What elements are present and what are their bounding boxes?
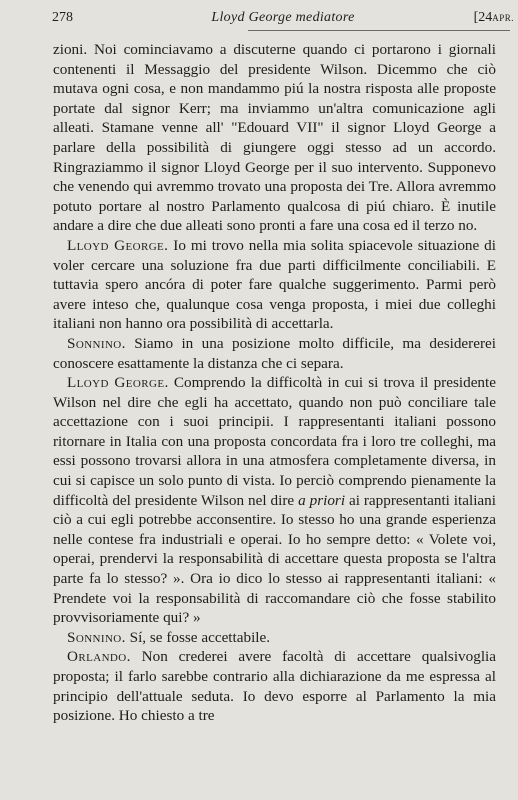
paragraph [53,334,496,373]
speaker-name: Orlando. [67,648,131,666]
header-rule [248,30,510,31]
page-body [53,40,496,726]
running-header [52,6,514,32]
header-date-day: [24 [473,10,493,25]
page-number: 278 [52,10,73,25]
paragraph-text: Io mi trovo nella mia solita spiacevole situazione di voler cercare una soluzione fra due parti difficilmente conciliabili. E tuttavia spero ancóra di poter fare qualche suggerimento. Parmi però avere inteso che, qualunque cosa venga proposta, i miei due colleghi italiani non hanno ora possibilità di accettarla. [53,236,496,333]
speaker-name: Lloyd George. [67,374,169,392]
paragraph-text: Non crederei avere facoltà di accettare qualsivoglia proposta; il farlo sarebbe contrario alla dichiarazione da me espressa al principio dell'attuale seduta. Io devo esporre al Parlamento la mia posizione. Ho chiesto a tre [53,648,496,725]
speaker-name: Lloyd George. [67,236,169,254]
speaker-name: Sonnino. [67,628,126,646]
paragraph [53,236,496,334]
speaker-name: Sonnino. [67,334,126,352]
paragraph-text: ai rappresentanti italiani ciò a cui egli potrebbe acconsentire. Io stesso ho una grande esperienza nelle contese fra industriali e operai. Io ho sempre detto: « Volete voi, operai, prendervi la responsabilità di accettare questa proposta se l'altra parte fa lo stesso? ». Ora io dico lo stesso ai rappresentanti italiani: « Prendete voi la responsabilità di raccomandare ciò che fosse stabilito provvisoriamente qui? » [53,491,496,627]
paragraph-text: Comprendo la difficoltà in cui si trova il presidente Wilson nel dire che egli ha accettato, quando non può conciliare tale accettazione con i suoi principii. I rappresentanti italiani possono ritornare in Italia con una proposta concordata fra i loro tre colleghi, ma essi possono trovarsi allora in una atmosfera completamente diversa, in cui si capisce un solo punto di vista. Io perciò comprendo pienamente la difficoltà del presidente Wilson nel dire [53,374,496,509]
paragraph-text: zioni. Noi cominciavamo a discuterne quando ci portarono i giornali contenenti il Messaggio del presidente Wilson. Dicemmo che ciò mutava ogni cosa, e non mandammo piú la nostra risposta alle proposte portate dal signor Kerr; ma inviammo un'altra comunicazione agli alleati. Stamane venne all' "Edouard VII" il signor Lloyd George a parlare della possibilità di giungere oggi stesso ad un accordo. Ringraziammo il signor Lloyd George per il suo intervento. Supponevo che venendo qui avremmo trovato una proposta dei Tre. Allora avremmo potuto portare al nostro Parlamento qualcosa di piú chiaro. È inutile andare a dire che due alleati sono pronti a fare una cosa ed il terzo no. [53,41,496,235]
header-date [474,10,514,26]
paragraph [53,40,496,236]
header-date-month: APR. [492,13,514,23]
running-title: Lloyd George mediatore [211,10,355,25]
paragraph [53,647,496,725]
paragraph-text: Sí, se fosse accettabile. [125,628,271,646]
paragraph-text: Siamo in una posizione molto difficile, ma desidererei conoscere esattamente la distanza che ci separa. [53,334,496,372]
paragraph [53,373,496,628]
italic-phrase: a priori [298,491,346,509]
paragraph [53,628,496,648]
